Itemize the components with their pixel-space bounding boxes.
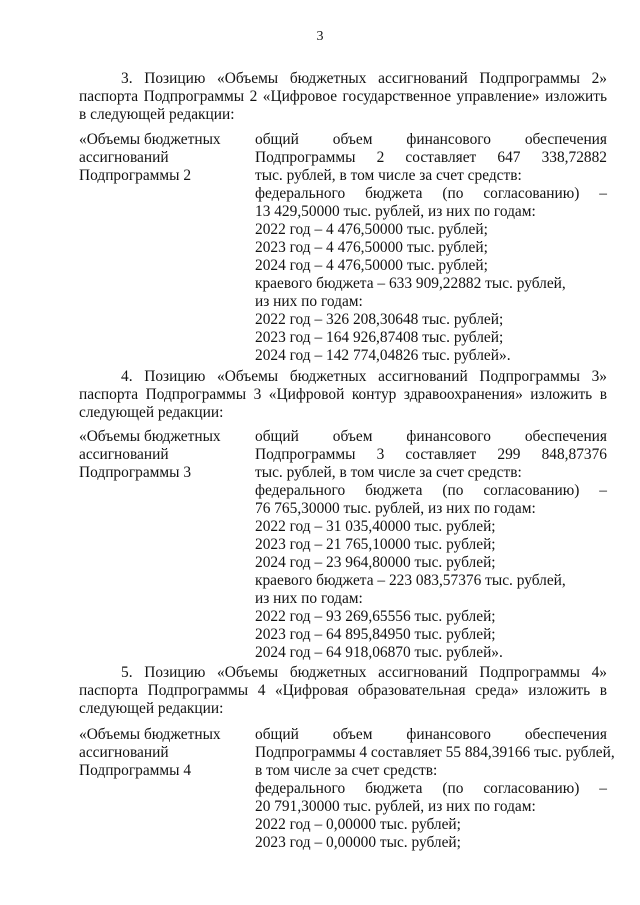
section-4-left-column (79, 428, 229, 482)
right-line: 2022 год – 326 208,30648 тыс. рублей; (255, 311, 504, 328)
right-line: 2022 год – 31 035,40000 тыс. рублей; (255, 518, 496, 535)
right-line: 2023 год – 164 926,87408 тыс. рублей; (255, 329, 504, 346)
section-5-left-column (79, 726, 229, 780)
right-line: из них по годам: (255, 293, 363, 310)
right-line: Подпрограммы 4 составляет 55 884,39166 тыс. рублей, (255, 744, 615, 761)
right-line: 2023 год – 64 895,84950 тыс. рублей; (255, 626, 496, 643)
left-line: «Объемы бюджетных (79, 726, 221, 743)
right-line: 2024 год – 142 774,04826 тыс. рублей». (255, 347, 511, 364)
right-line: 2023 год – 4 476,50000 тыс. рублей; (255, 239, 488, 256)
left-line: Подпрограммы 3 (79, 464, 192, 481)
section-5-right-column (255, 726, 615, 852)
right-line: Подпрограммы 2 составляет 647 338,72882 (255, 149, 607, 166)
right-line: 2024 год – 4 476,50000 тыс. рублей; (255, 257, 488, 274)
left-line: Подпрограммы 2 (79, 167, 192, 184)
left-line: «Объемы бюджетных (79, 131, 221, 148)
right-line: тыс. рублей, в том числе за счет средств: (255, 464, 522, 481)
right-line: Подпрограммы 3 составляет 299 848,87376 (255, 446, 607, 463)
section-3-intro: 3. Позицию «Объемы бюджетных ассигнований Подпрограммы 2» паспорта Подпрограммы 2 «Цифровое государственное управление» изложить в следующей редакции: (79, 70, 607, 123)
right-line: 2024 год – 64 918,06870 тыс. рублей». (255, 644, 503, 661)
left-line: ассигнований (79, 446, 169, 463)
right-line: краевого бюджета – 223 083,57376 тыс. рублей, (255, 572, 566, 589)
right-line: 2023 год – 21 765,10000 тыс. рублей; (255, 536, 496, 553)
page-number: 3 (316, 29, 324, 44)
left-line: «Объемы бюджетных (79, 428, 221, 445)
left-line: ассигнований (79, 149, 169, 166)
right-line: общий объем финансового обеспечения (255, 428, 607, 445)
right-line: 20 791,30000 тыс. рублей, из них по годам: (255, 798, 536, 815)
right-line: 13 429,50000 тыс. рублей, из них по годам: (255, 203, 536, 220)
right-line: 2022 год – 4 476,50000 тыс. рублей; (255, 221, 488, 238)
section-3-right-column (255, 131, 607, 365)
section-4-right-column (255, 428, 607, 662)
right-line: федерального бюджета (по согласованию) – (255, 185, 607, 202)
right-line: федерального бюджета (по согласованию) – (255, 780, 607, 797)
right-line: из них по годам: (255, 590, 363, 607)
right-line: 2024 год – 23 964,80000 тыс. рублей; (255, 554, 496, 571)
right-line: 76 765,30000 тыс. рублей, из них по годам: (255, 500, 536, 517)
right-line: общий объем финансового обеспечения (255, 726, 607, 743)
left-line: ассигнований (79, 744, 169, 761)
section-3-left-column (79, 131, 229, 185)
right-line: 2022 год – 0,00000 тыс. рублей; (255, 816, 461, 833)
left-line: Подпрограммы 4 (79, 762, 192, 779)
right-line: федерального бюджета (по согласованию) – (255, 482, 607, 499)
right-line: 2023 год – 0,00000 тыс. рублей; (255, 834, 461, 851)
right-line: в том числе за счет средств: (255, 762, 438, 779)
right-line: общий объем финансового обеспечения (255, 131, 607, 148)
right-line: тыс. рублей, в том числе за счет средств: (255, 167, 522, 184)
section-4-intro: 4. Позицию «Объемы бюджетных ассигнований Подпрограммы 3» паспорта Подпрограммы 3 «Цифровой контур здравоохранения» изложить в следующей редакции: (79, 368, 607, 421)
right-line: краевого бюджета – 633 909,22882 тыс. рублей, (255, 275, 566, 292)
section-5-intro: 5. Позицию «Объемы бюджетных ассигнований Подпрограммы 4» паспорта Подпрограммы 4 «Цифровая образовательная среда» изложить в следующей редакции: (79, 664, 607, 717)
right-line: 2022 год – 93 269,65556 тыс. рублей; (255, 608, 496, 625)
